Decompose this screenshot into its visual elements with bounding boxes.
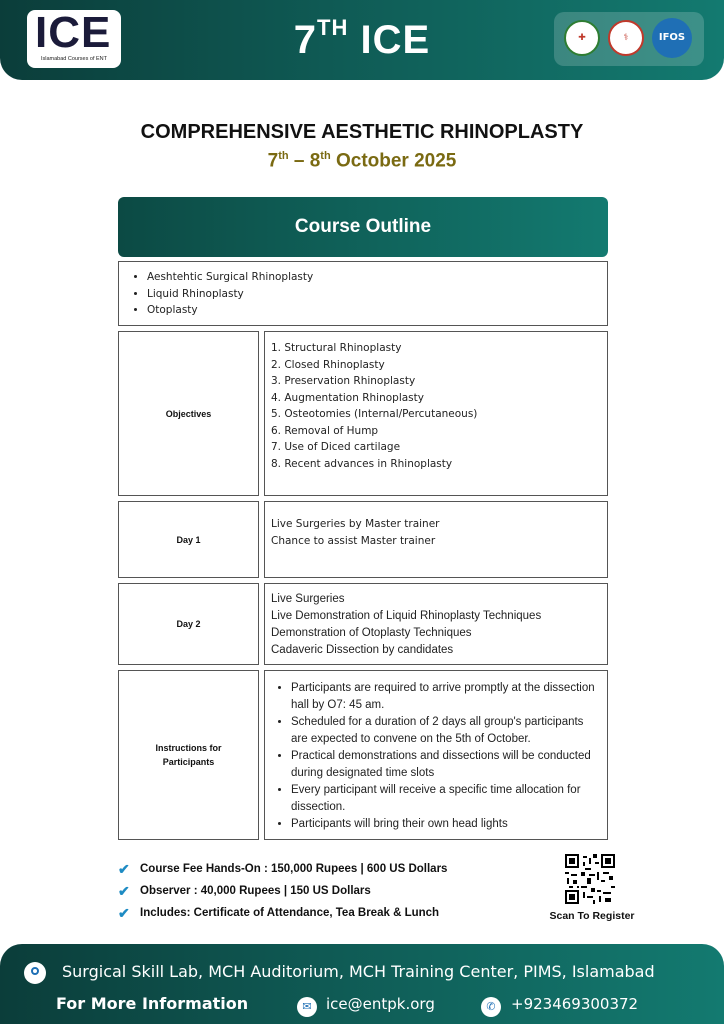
list-item: • Participants are required to arrive promptly at the dissection hall by O7: 45 am. — [291, 680, 599, 714]
list-item: • Aeshtehtic Surgical Rhinoplasty — [147, 269, 597, 286]
event-name: ICE — [360, 18, 431, 62]
course-title: COMPREHENSIVE AESTHETIC RHINOPLASTY — [140, 121, 584, 143]
list-item: 8. Recent advances in Rhinoplasty — [271, 457, 453, 470]
topics-box — [118, 261, 608, 326]
day1-label: Day 1 — [118, 501, 259, 578]
email-link[interactable]: ice@entpk.org — [326, 995, 435, 1013]
phone-link[interactable]: +923469300372 — [511, 995, 639, 1013]
fee-row: ✔ Course Fee Hands-On : 150,000 Rupees | 600 US Dollars — [118, 860, 448, 877]
list-item: • Scheduled for a duration of 2 days all group's participants are expected to convene on the 5th of October. — [291, 714, 599, 748]
objectives-list — [264, 331, 608, 496]
partner-logo-1-icon: ✚ — [564, 20, 600, 56]
list-item: • Every participant will receive a specific time allocation for dissection. — [291, 782, 599, 816]
list-item: 7. Use of Diced cartilage — [271, 441, 401, 453]
partner-logos — [554, 12, 704, 66]
fees-list — [118, 858, 447, 924]
check-icon: ✔ — [118, 860, 130, 877]
list-item: 4. Augmentation Rhinoplasty — [271, 391, 424, 404]
course-outline-heading: Course Outline — [118, 197, 608, 257]
location-pin-icon — [24, 962, 46, 984]
course-date: 7th – 8th October 2025 — [267, 150, 457, 172]
register-qr-code[interactable] — [565, 854, 615, 904]
list-item: • Practical demonstrations and dissections will be conducted during designated time slots — [291, 748, 599, 782]
list-item: 2. Closed Rhinoplasty — [271, 358, 385, 371]
phone-icon: ✆ — [481, 997, 501, 1017]
objectives-label: Objectives — [118, 331, 259, 496]
list-item: Demonstration of Otoplasty Techniques — [271, 627, 472, 639]
list-item: • Otoplasty — [147, 302, 597, 319]
list-item: Cadaveric Dissection by candidates — [271, 644, 454, 656]
instructions-label: Instructions for Participants — [118, 670, 259, 840]
list-item: 5. Osteotomies (Internal/Percutaneous) — [271, 408, 478, 420]
ifos-logo: IFOS — [652, 18, 692, 58]
check-icon: ✔ — [118, 904, 130, 921]
email-icon: ✉ — [297, 997, 317, 1017]
list-item: Chance to assist Master trainer — [271, 534, 436, 547]
fee-row: ✔ Includes: Certificate of Attendance, Tea Break & Lunch — [118, 904, 440, 921]
logo-subtitle: Islamabad Courses of ENT — [40, 56, 108, 62]
list-item: • Participants will bring their own head lights — [291, 816, 599, 833]
list-item: 1. Structural Rhinoplasty — [271, 342, 402, 354]
instructions-list — [264, 670, 608, 840]
day1-list — [264, 501, 608, 578]
list-item: Live Surgeries by Master trainer — [271, 518, 440, 530]
fee-row: ✔ Observer : 40,000 Rupees | 150 US Dollars — [118, 882, 371, 899]
more-info-label: For More Information — [56, 994, 249, 1013]
day2-list — [264, 583, 608, 665]
list-item: • Liquid Rhinoplasty — [147, 286, 597, 303]
list-item: Live Demonstration of Liquid Rhinoplasty Techniques — [271, 610, 542, 622]
partner-logo-2-icon: ⚕ — [608, 20, 644, 56]
scan-to-register-label: Scan To Register — [549, 910, 635, 922]
check-icon: ✔ — [118, 882, 130, 899]
venue-address: Surgical Skill Lab, MCH Auditorium, MCH Training Center, PIMS, Islamabad — [62, 962, 655, 981]
header-banner — [0, 0, 724, 80]
event-ordinal: TH — [317, 14, 349, 40]
footer-banner — [0, 944, 724, 1024]
logo-text: ICE — [35, 8, 112, 57]
list-item: 3. Preservation Rhinoplasty — [271, 375, 416, 387]
list-item: Live Surgeries — [271, 593, 345, 605]
list-item: 6. Removal of Hump — [271, 424, 379, 437]
event-number: 7 — [293, 18, 318, 62]
day2-label: Day 2 — [118, 583, 259, 665]
